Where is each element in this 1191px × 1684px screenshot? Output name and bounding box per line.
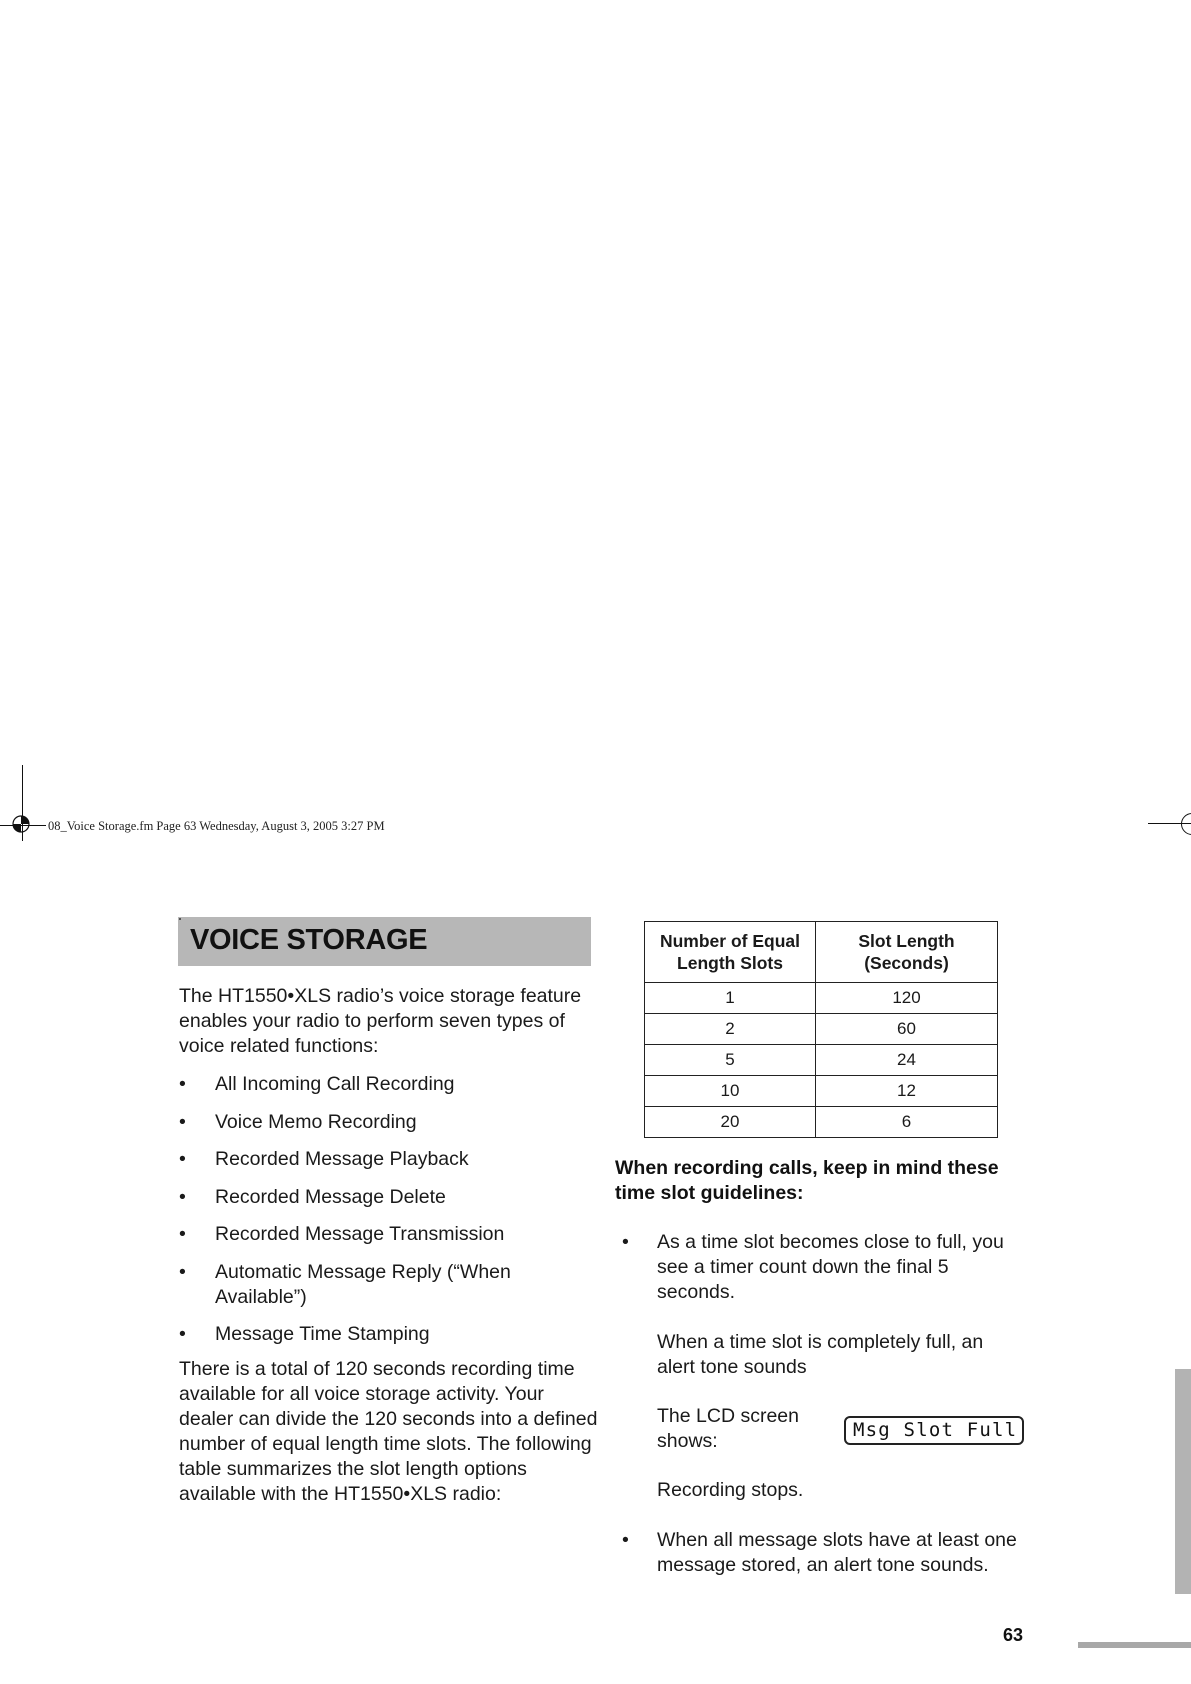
list-item <box>179 1110 594 1135</box>
slots-cell: 20 <box>645 1107 816 1138</box>
list-item <box>179 1222 594 1247</box>
slots-cell: 1 <box>645 983 816 1014</box>
slots-cell: 2 <box>645 1014 816 1045</box>
length-cell: 6 <box>816 1107 998 1138</box>
column-header-slots: Number of Equal Length Slots <box>645 922 816 983</box>
feature-text: All Incoming Call Recording <box>215 1073 455 1095</box>
slots-cell: 5 <box>645 1045 816 1076</box>
feature-text: Voice Memo Recording <box>215 1110 417 1133</box>
registration-target-icon <box>12 815 30 833</box>
recording-stops-text: Recording stops. <box>657 1479 804 1501</box>
bullet: • <box>179 1223 186 1245</box>
list-item <box>179 1322 594 1347</box>
table-row <box>645 1045 998 1076</box>
table-header-row <box>645 922 998 983</box>
total-time-paragraph: There is a total of 120 seconds recording time available for all voice storage activity. Your dealer can divide the 120 seconds into a defined number of equal length time slots. The following table summarizes the slot length options available with the HT1550•XLS radio: <box>179 1358 598 1505</box>
bullet: • <box>179 1185 186 1208</box>
heading-mark <box>179 918 181 920</box>
slot-full-text: When a time slot is completely full, an alert tone sounds <box>657 1331 984 1378</box>
thumb-tab <box>1175 1369 1191 1594</box>
bullet: • <box>179 1110 186 1133</box>
feature-text: Message Time Stamping <box>215 1323 430 1345</box>
section-heading: VOICE STORAGE <box>190 924 428 956</box>
guideline-text: As a time slot becomes close to full, you see a timer count down the final 5 seconds. <box>657 1231 1004 1303</box>
page-number: 63 <box>1003 1625 1024 1645</box>
bullet: • <box>179 1323 186 1345</box>
bullet: • <box>622 1231 629 1253</box>
feature-text: Recorded Message Playback <box>215 1148 469 1170</box>
table-row <box>645 1076 998 1107</box>
bullet: • <box>622 1529 629 1551</box>
feature-text: Recorded Message Transmission <box>215 1223 505 1245</box>
bullet: • <box>179 1260 186 1283</box>
feature-text: Recorded Message Delete <box>215 1185 446 1208</box>
guideline-text: When all message slots have at least one message stored, an alert tone sounds. <box>657 1529 1017 1576</box>
list-item <box>179 1147 594 1172</box>
intro-paragraph: The HT1550•XLS radio’s voice storage feature enables your radio to perform seven types of voice related functions: <box>179 985 582 1057</box>
feature-text: Automatic Message Reply (“When Available”) <box>215 1260 511 1308</box>
length-cell: 24 <box>816 1045 998 1076</box>
table-row <box>645 983 998 1014</box>
list-item <box>179 1185 594 1210</box>
length-cell: 12 <box>816 1076 998 1107</box>
slots-cell: 10 <box>645 1076 816 1107</box>
file-slug: 08_Voice Storage.fm Page 63 Wednesday, August 3, 2005 3:27 PM <box>48 819 385 833</box>
bullet: • <box>179 1148 186 1170</box>
feature-list <box>179 1072 594 1360</box>
column-header-length: Slot Length (Seconds) <box>816 922 998 983</box>
list-item <box>179 1260 594 1310</box>
length-cell: 60 <box>816 1014 998 1045</box>
guidelines-title: When recording calls, keep in mind these time slot guidelines: <box>615 1157 999 1204</box>
footer-bar <box>1078 1642 1191 1648</box>
registration-mark-right-circle <box>1181 813 1191 835</box>
table-row <box>645 1014 998 1045</box>
table-row <box>645 1107 998 1138</box>
bullet: • <box>179 1073 186 1095</box>
list-item <box>179 1072 594 1097</box>
lcd-label: The LCD screen shows: <box>657 1405 799 1452</box>
lcd-display-text: Msg Slot Full <box>853 1419 1018 1441</box>
slot-length-table <box>644 921 998 1138</box>
length-cell: 120 <box>816 983 998 1014</box>
